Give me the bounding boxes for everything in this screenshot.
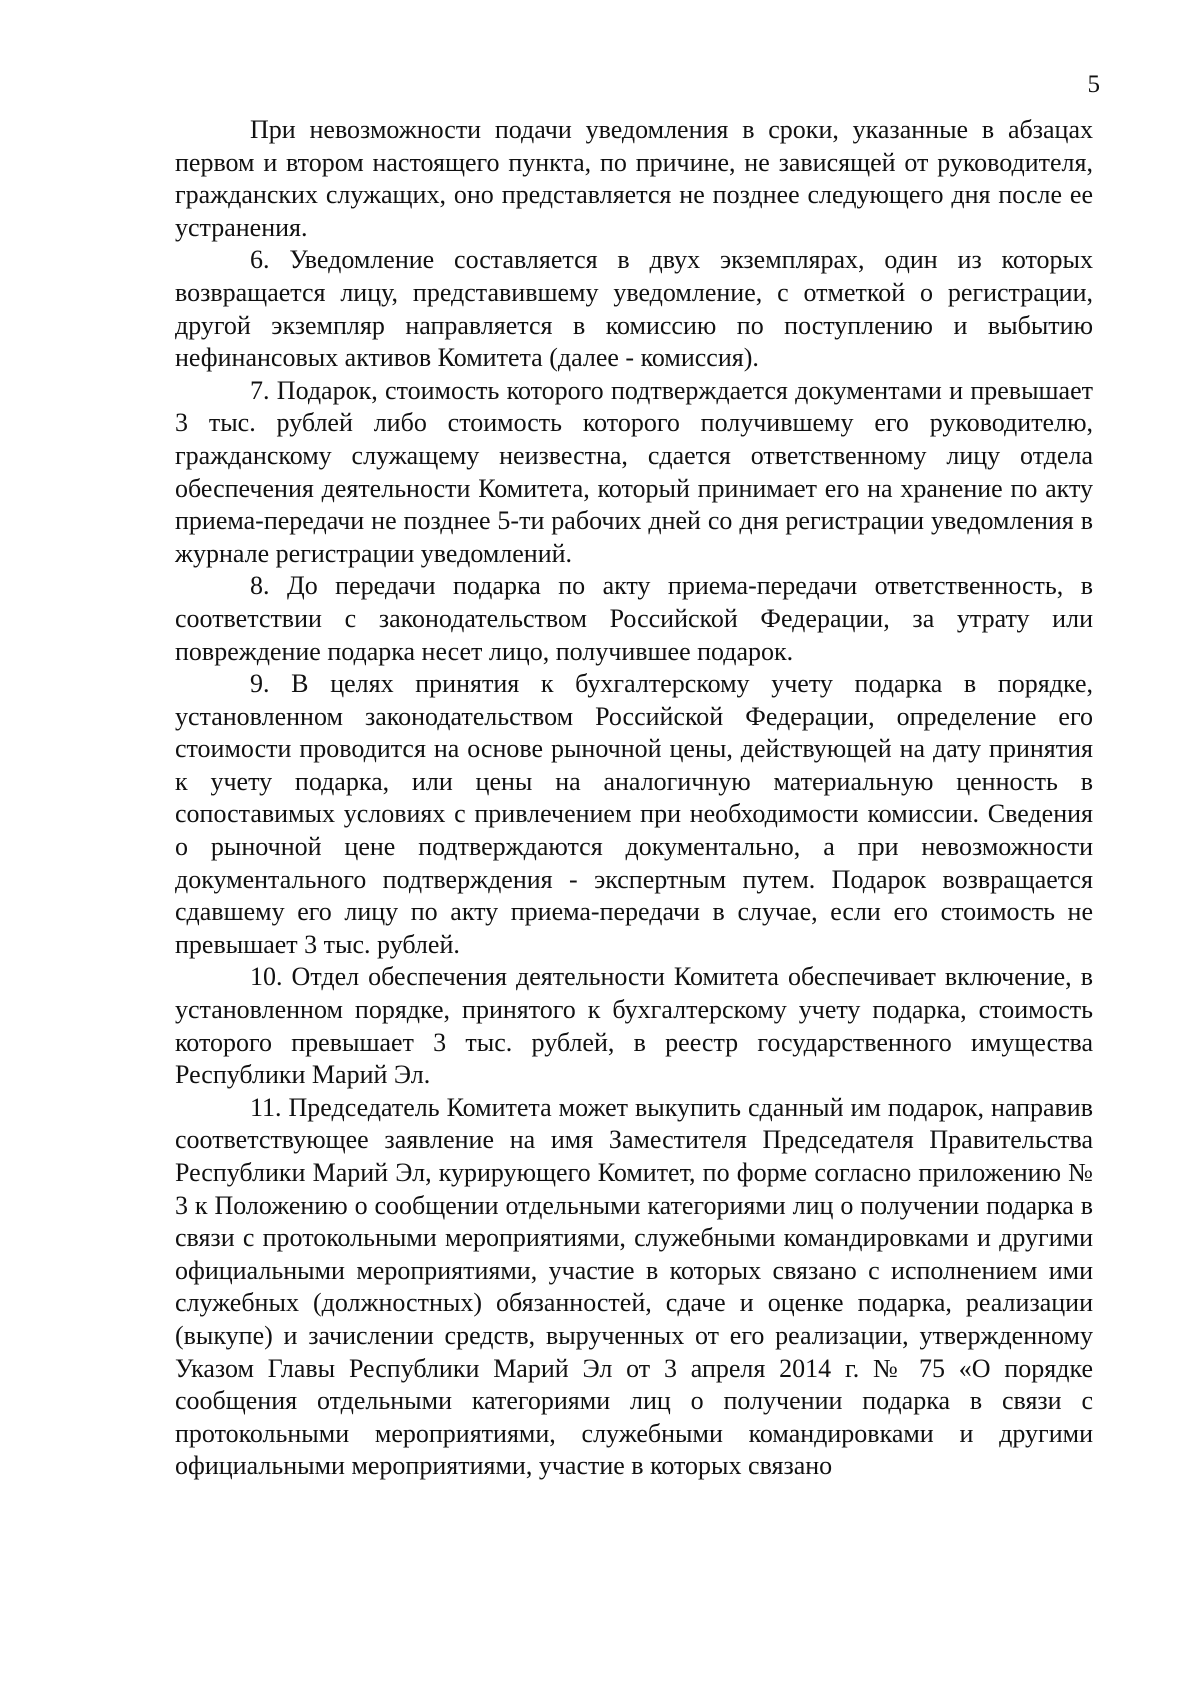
- paragraph-item-6: 6. Уведомление составляется в двух экземплярах, один из которых возвращается лицу, представившему уведомление, с отметкой о регистрации, другой экземпляр направляется в комиссию по поступлению и выбытию нефинансовых активов Комитета (далее - комиссия).: [175, 245, 1093, 373]
- paragraph-item-9: 9. В целях принятия к бухгалтерскому учету подарка в порядке, установленном законодательством Российской Федерации, определение его стоимости проводится на основе рыночной цены, действующей на дату принятия к учету подарка, или цены на аналогичную материальную ценность в сопоставимых условиях с привлечением при необходимости комиссии. Сведения о рыночной цене подтверждаются документально, а при невозможности документального подтверждения - экспертным путем. Подарок возвращается сдавшему его лицу по акту приема-передачи в случае, если его стоимость не превышает 3 тыс. рублей.: [175, 669, 1093, 959]
- paragraph-item-8: 8. До передачи подарка по акту приема-передачи ответственность, в соответствии с законодательством Российской Федерации, за утрату или повреждение подарка несет лицо, получившее подарок.: [175, 571, 1093, 666]
- paragraph-item-7: 7. Подарок, стоимость которого подтверждается документами и превышает 3 тыс. рублей либо стоимость которого получившему его руководителю, гражданскому служащему неизвестна, сдается ответственному лицу отдела обеспечения деятельности Комитета, который принимает его на хранение по акту приема-передачи не позднее 5-ти рабочих дней со дня регистрации уведомления в журнале регистрации уведомлений.: [175, 375, 1093, 568]
- paragraph-notification-deadline: При невозможности подачи уведомления в сроки, указанные в абзацах первом и втором настоящего пункта, по причине, не зависящей от руководителя, гражданских служащих, оно представляется не позднее следующего дня после ее устранения.: [175, 115, 1093, 242]
- paragraph-item-11: 11. Председатель Комитета может выкупить сданный им подарок, направив соответствующее заявление на имя Заместителя Председателя Правительства Республики Марий Эл, курирующего Комитет, по форме согласно приложению № 3 к Положению о сообщении отдельными категориями лиц о получении подарка в связи с протокольными мероприятиями, служебными командировками и другими официальными мероприятиями, участие в которых связано с исполнением ими служебных (должностных) обязанностей, сдаче и оценке подарка, реализации (выкупе) и зачислении средств, вырученных от его реализации, утвержденному Указом Главы Республики Марий Эл от 3 апреля 2014 г. № 75 «О порядке сообщения отдельными категориями лиц о получении подарка в связи с протокольными мероприятиями, служебными командировками и другими официальными мероприятиями, участие в которых связано: [175, 1092, 1093, 1481]
- page-number: 5: [1087, 71, 1100, 98]
- paragraph-item-10: 10. Отдел обеспечения деятельности Комитета обеспечивает включение, в установленном порядке, принятого к бухгалтерскому учету подарка, стоимость которого превышает 3 тыс. рублей, в реестр государственного имущества Республики Марий Эл.: [175, 962, 1093, 1090]
- document-body: [175, 114, 1093, 1483]
